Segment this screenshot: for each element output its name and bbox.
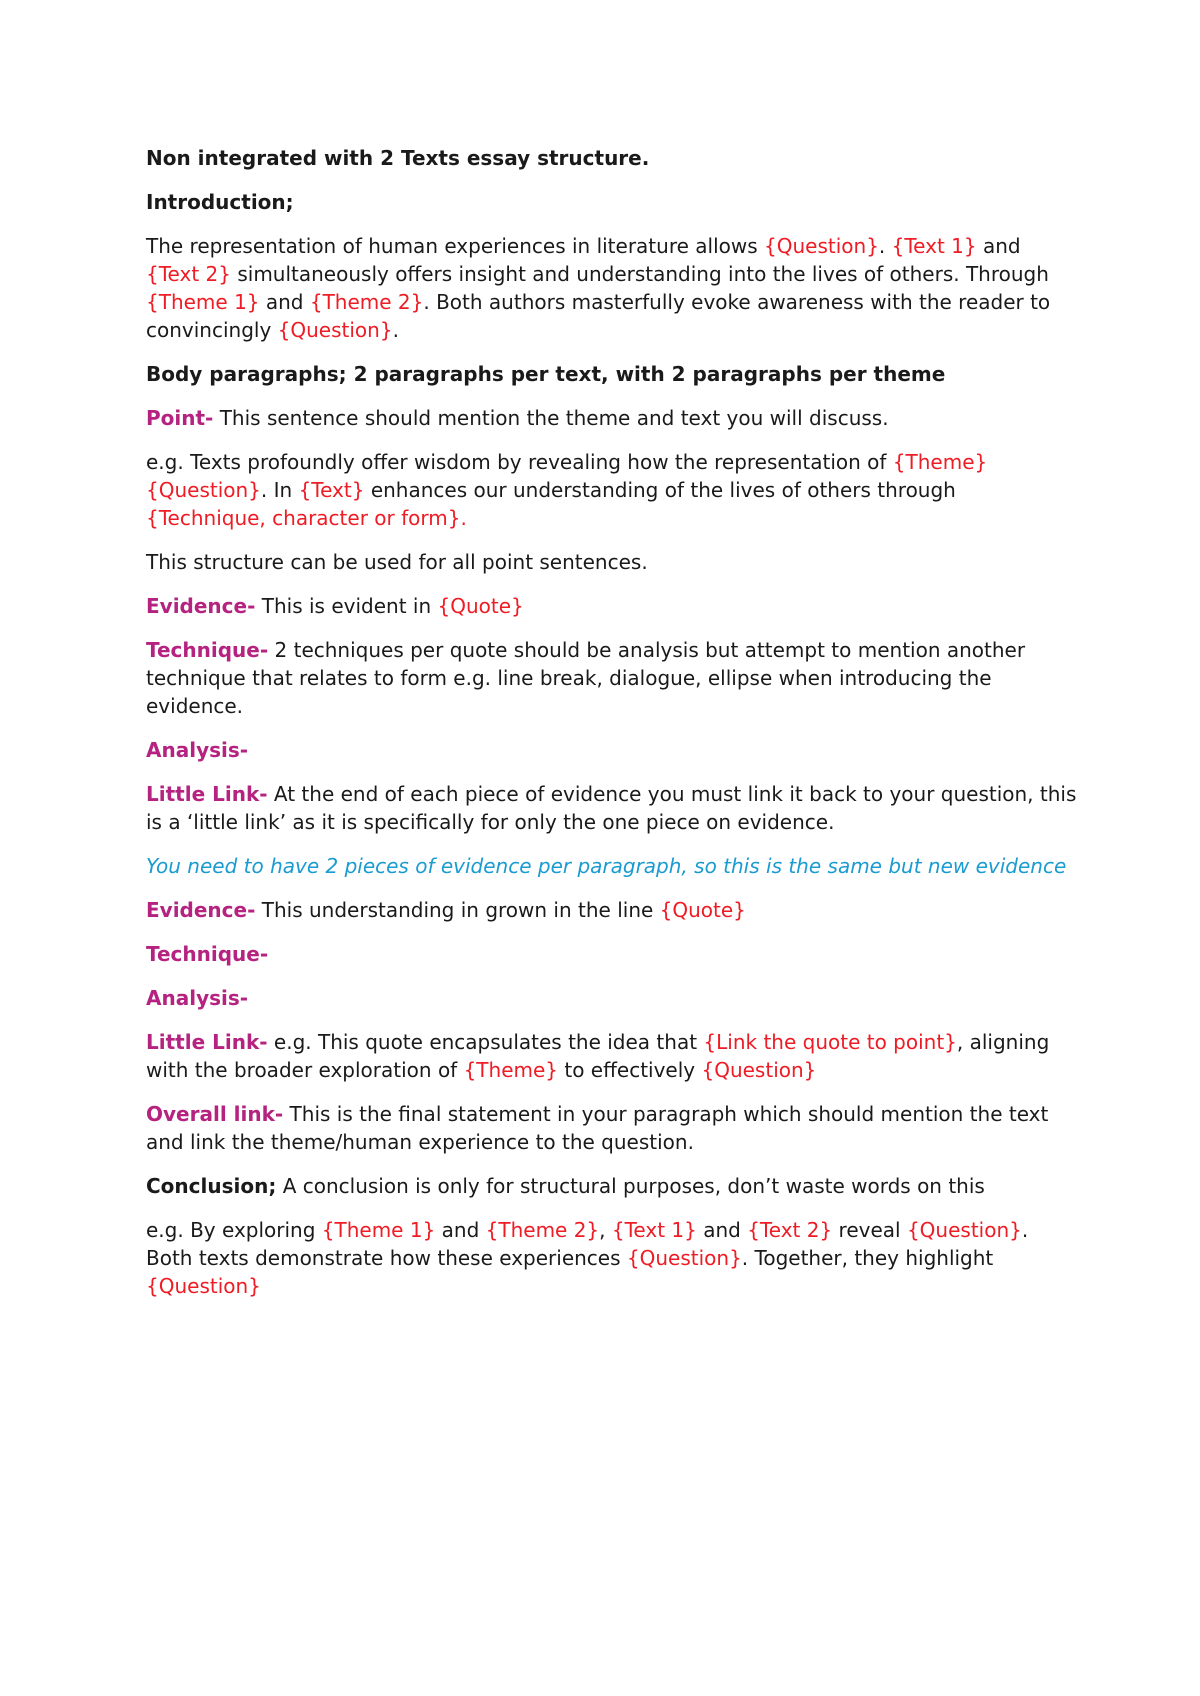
section-label: Little Link- xyxy=(146,1030,268,1054)
bold-text: Body paragraphs; 2 paragraphs per text, with 2 paragraphs per theme xyxy=(146,362,946,386)
body-text: . Both authors masterfully evoke awareness with the reader to convincingly xyxy=(146,290,1051,342)
introduction-paragraph xyxy=(146,232,1080,344)
placeholder-text: {Theme 2} xyxy=(485,1218,600,1242)
document-title: Non integrated with 2 Texts essay structure. xyxy=(146,146,650,170)
section-label: Evidence- xyxy=(146,594,256,618)
placeholder-text: {Quote} xyxy=(437,594,524,618)
analysis-paragraph-2 xyxy=(146,984,1080,1012)
section-label: Evidence- xyxy=(146,898,256,922)
technique-paragraph-2 xyxy=(146,940,1080,968)
section-label: Analysis- xyxy=(146,738,249,762)
body-text: e.g. By exploring xyxy=(146,1218,322,1242)
placeholder-text: {Text 1} xyxy=(611,1218,697,1242)
body-text: This is evident in xyxy=(255,594,438,618)
placeholder-text: {Theme 1} xyxy=(146,290,260,314)
body-text: , xyxy=(599,1218,612,1242)
analysis-paragraph-1 xyxy=(146,736,1080,764)
body-text: enhances our understanding of the lives of others through xyxy=(364,478,956,502)
body-text: , aligning with the broader exploration of xyxy=(146,1030,1050,1082)
body-text: . In xyxy=(260,478,299,502)
little-link-paragraph-2 xyxy=(146,1028,1080,1084)
placeholder-text: {Question} xyxy=(146,478,261,502)
body-text: and xyxy=(435,1218,486,1242)
placeholder-text: {Theme 2} xyxy=(309,290,424,314)
bold-text: Introduction; xyxy=(146,190,294,214)
body-text: and xyxy=(976,234,1021,258)
placeholder-text: {Link the quote to point} xyxy=(703,1030,957,1054)
section-label: Technique- xyxy=(146,638,269,662)
placeholder-text: {Text} xyxy=(298,478,365,502)
conclusion-example xyxy=(146,1216,1080,1300)
placeholder-text: {Theme} xyxy=(463,1058,559,1082)
overall-link-paragraph xyxy=(146,1100,1080,1156)
placeholder-text: {Theme 1} xyxy=(321,1218,436,1242)
evidence-note xyxy=(146,852,1080,880)
section-label: Analysis- xyxy=(146,986,249,1010)
body-text: and xyxy=(259,290,310,314)
body-text: reveal xyxy=(832,1218,907,1242)
body-text: This is the final statement in your paragraph which should mention the text and link the theme/human experience to the question. xyxy=(146,1102,1049,1154)
section-label: Technique- xyxy=(146,942,269,966)
placeholder-text: {Technique, character or form}. xyxy=(146,506,467,530)
body-text: The representation of human experiences in literature allows xyxy=(146,234,765,258)
note-text: You need to have 2 pieces of evidence per paragraph, so this is the same but new evidence xyxy=(146,854,1067,878)
placeholder-text: {Question} xyxy=(906,1218,1022,1242)
body-text: . Together, they highlight xyxy=(741,1246,994,1270)
evidence-paragraph-1 xyxy=(146,592,1080,620)
body-text: This sentence should mention the theme and text you will discuss. xyxy=(213,406,889,430)
body-paragraphs-heading xyxy=(146,360,1080,388)
placeholder-text: {Question} xyxy=(764,234,879,258)
body-text: . Both texts demonstrate how these experiences xyxy=(146,1218,1029,1270)
body-text: . xyxy=(878,234,892,258)
introduction-heading xyxy=(146,188,1080,216)
body-text: e.g. Texts profoundly offer wisdom by revealing how the representation of xyxy=(146,450,893,474)
body-text: simultaneously offers insight and understanding into the lives of others. Through xyxy=(230,262,1049,286)
placeholder-text: {Quote} xyxy=(659,898,746,922)
placeholder-text: {Question} xyxy=(277,318,393,342)
document-body xyxy=(146,144,1080,1300)
body-text: This structure can be used for all point sentences. xyxy=(146,550,648,574)
point-paragraph xyxy=(146,404,1080,432)
little-link-paragraph-1 xyxy=(146,780,1080,836)
body-text: 2 techniques per quote should be analysis but attempt to mention another technique that relates to form e.g. line break, dialogue, ellipse when introducing the evidence. xyxy=(146,638,1026,718)
placeholder-text: {Text 2} xyxy=(747,1218,833,1242)
body-text: At the end of each piece of evidence you must link it back to your question, this is a ‘little link’ as it is specifically for only the one piece on evidence. xyxy=(146,782,1077,834)
body-text: and xyxy=(696,1218,748,1242)
section-label: Overall link- xyxy=(146,1102,284,1126)
placeholder-text: {Text 2} xyxy=(146,262,231,286)
evidence-paragraph-2 xyxy=(146,896,1080,924)
body-text: A conclusion is only for structural purposes, don’t waste words on this xyxy=(276,1174,985,1198)
technique-paragraph-1 xyxy=(146,636,1080,720)
point-example xyxy=(146,448,1080,532)
placeholder-text: {Question} xyxy=(701,1058,817,1082)
placeholder-text: {Text 1} xyxy=(891,234,977,258)
bold-text: Conclusion; xyxy=(146,1174,277,1198)
body-text: e.g. This quote encapsulates the idea that xyxy=(267,1030,704,1054)
placeholder-text: {Question} xyxy=(146,1274,261,1298)
body-text: . xyxy=(392,318,399,342)
placeholder-text: {Theme} xyxy=(892,450,988,474)
conclusion-paragraph xyxy=(146,1172,1080,1200)
section-label: Point- xyxy=(146,406,214,430)
placeholder-text: {Question} xyxy=(626,1246,742,1270)
body-text: This understanding in grown in the line xyxy=(255,898,660,922)
section-label: Little Link- xyxy=(146,782,268,806)
structure-note xyxy=(146,548,1080,576)
body-text: to effectively xyxy=(558,1058,702,1082)
